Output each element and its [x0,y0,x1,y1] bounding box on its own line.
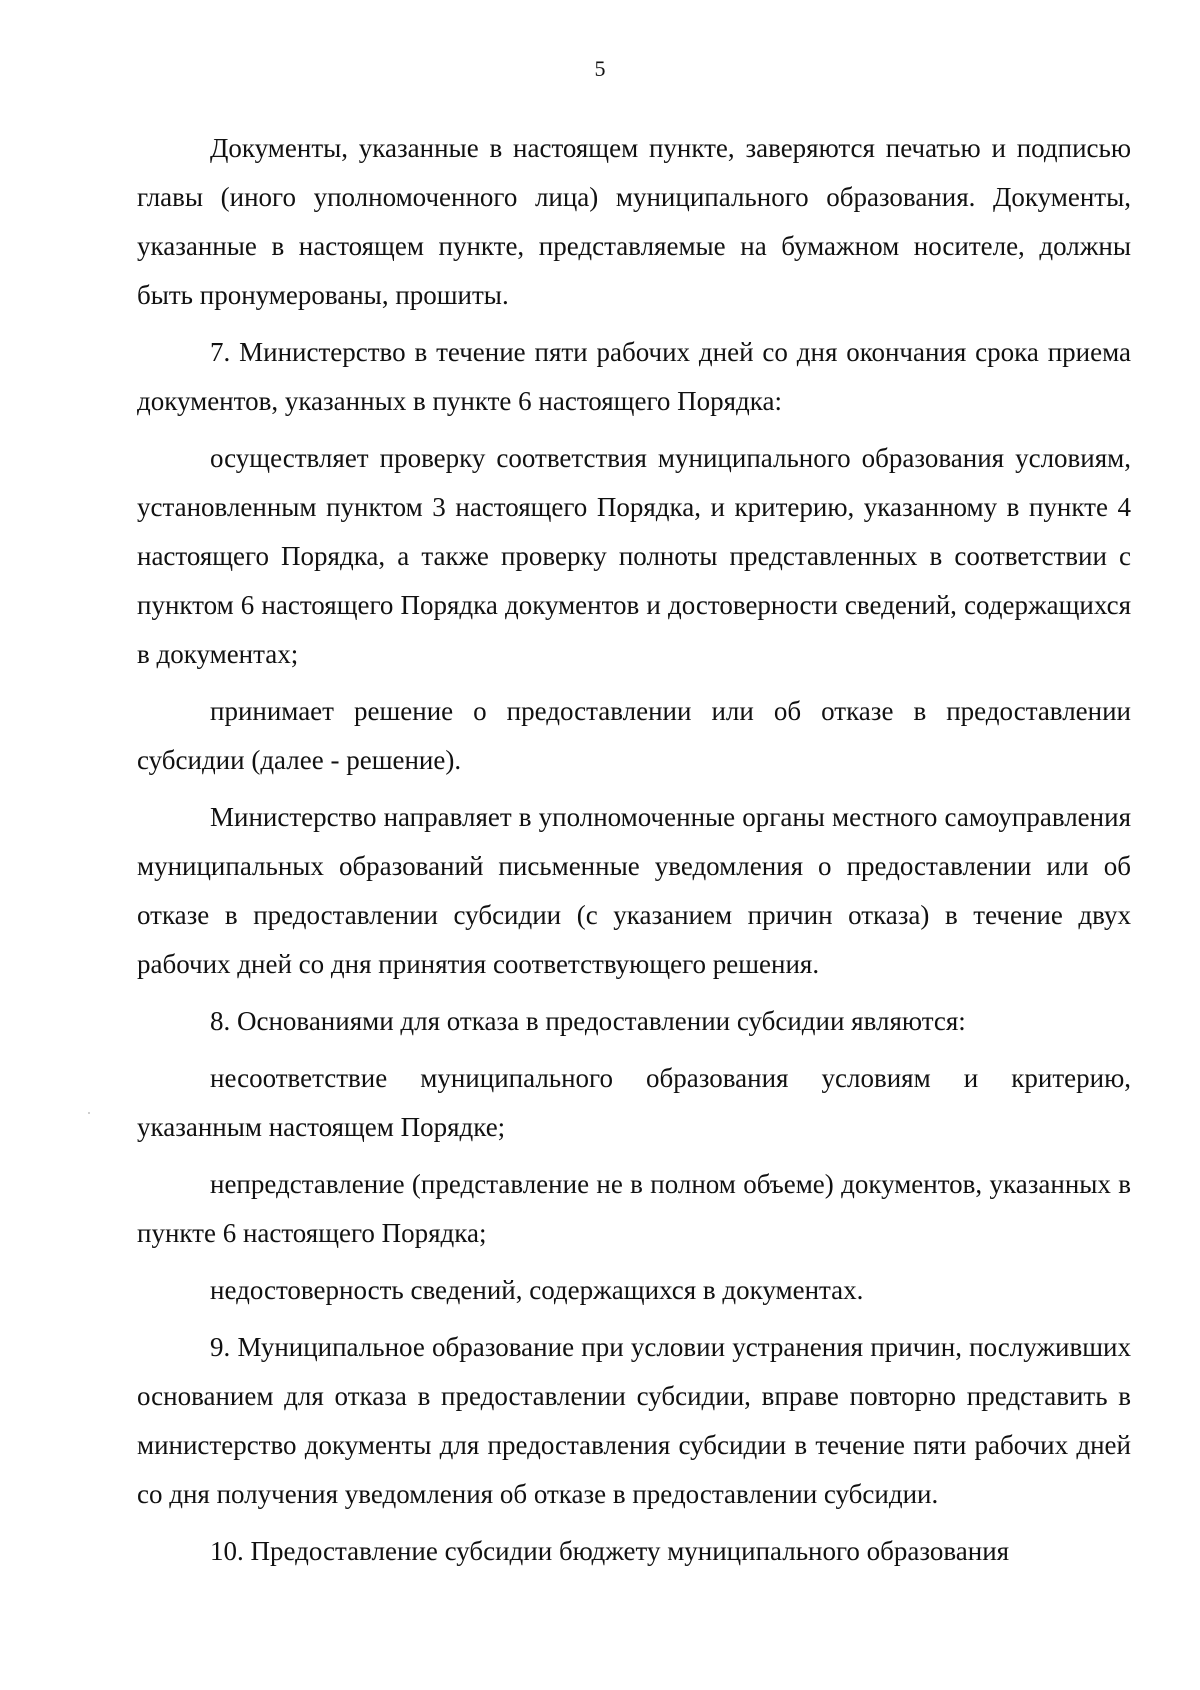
paragraph-item-9: 9. Муниципальное образование при условии устранения причин, послуживших основанием для отказа в предоставлении субсидии, вправе повторно представить в министерство документы для предоставления субсидии в течение пяти рабочих дней со дня получения уведомления об отказе в предоставлении субсидии. [137,1332,1131,1509]
document-body [137,124,1131,1576]
paragraph-decision: принимает решение о предоставлении или об отказе в предоставлении субсидии (далее - решение). [137,696,1131,775]
paragraph-verification: осуществляет проверку соответствия муниципального образования условиям, установленным пунктом 3 настоящего Порядка, и критерию, указанному в пункте 4 настоящего Порядка, а также проверку полноты представленных в соответствии с пунктом 6 настоящего Порядка документов и достоверности сведений, содержащихся в документах; [137,443,1131,669]
page-number: 5 [594,56,606,81]
paragraph-documents-certification: Документы, указанные в настоящем пункте, заверяются печатью и подписью главы (иного уполномоченного лица) муниципального образования. Документы, указанные в настоящем пункте, представляемые на бумажном носителе, должны быть пронумерованы, прошиты. [137,133,1131,310]
paragraph-notification: Министерство направляет в уполномоченные органы местного самоуправления муниципальных образований письменные уведомления о предоставлении или об отказе в предоставлении субсидии (с указанием причин отказа) в течение двух рабочих дней со дня принятия соответствующего решения. [137,802,1131,979]
paragraph-unreliability: недостоверность сведений, содержащихся в документах. [210,1275,864,1305]
scan-artifact-dot [88,1112,90,1114]
paragraph-noncompliance: несоответствие муниципального образования условиям и критерию, указанным настоящем Порядке; [137,1063,1131,1142]
paragraph-item-10: 10. Предоставление субсидии бюджету муниципального образования [210,1536,1010,1566]
paragraph-item-8: 8. Основаниями для отказа в предоставлении субсидии являются: [210,1006,966,1036]
paragraph-nonsubmission: непредставление (представление не в полном объеме) документов, указанных в пункте 6 настоящего Порядка; [137,1169,1131,1248]
paragraph-item-7: 7. Министерство в течение пяти рабочих дней со дня окончания срока приема документов, указанных в пункте 6 настоящего Порядка: [137,337,1131,416]
